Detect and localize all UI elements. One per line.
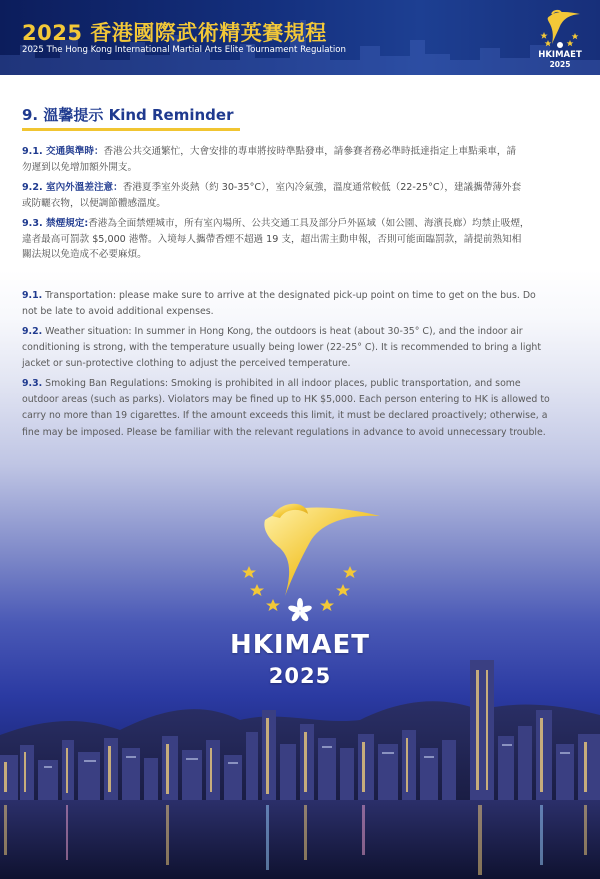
cn-item-label: 9.3. 禁煙規定:	[22, 218, 89, 229]
cn-item-text: 香港為全面禁煙城市，所有室內場所、公共交通工具及部分戶外區域（如公園、海濱長廊）均禁止吸煙，	[88, 218, 530, 229]
en-item-text: not be late to avoid additional expenses.	[22, 306, 214, 318]
cn-item-text: 香港公共交通繁忙，大會安排的專車將按時準點發車，請參賽者務必準時抵達指定上車點乘車，請	[103, 146, 517, 157]
cn-item-text: 關法規以免造成不必要麻煩。	[22, 249, 147, 260]
en-item-text: Transportation: please make sure to arrive at the designated pick-up point on time to get on the bus. Do	[42, 290, 536, 301]
en-item-text: fine may be imposed. Please be familiar with the relevant regulations in advance to avoid unnecessary trouble.	[22, 426, 546, 438]
hkimaet-emblem-icon	[530, 6, 590, 50]
header-logo-name: HKIMAET	[538, 50, 582, 60]
section-heading-text: 9. 溫馨提示 Kind Reminder	[22, 106, 234, 124]
en-item-text: Weather situation: In summer in Hong Kong, the outdoors is heat (about 30-35° C), and the indoor air	[42, 326, 523, 337]
en-item-label: 9.1.	[22, 290, 43, 301]
section-heading	[22, 104, 233, 125]
cn-item-text: 違者最高可罰款 $5,000 港幣。入境每人攜帶香煙不超過 19 支，超出需主動申報，否則可能面臨罰款，請提前熟知相	[22, 233, 522, 245]
cn-item-text: 勿遲到以免增加額外開支。	[22, 161, 138, 173]
emblem-year: 2025	[268, 664, 332, 688]
en-item-smoking	[22, 376, 582, 441]
en-item-text: outdoor areas (such as parks). Violators may be fined up to HK $5,000. Each person entering to HK is allowed to	[22, 394, 550, 406]
cn-item-transport	[22, 144, 574, 175]
hong-kong-skyline-graphic	[0, 640, 600, 879]
header-logo	[530, 6, 590, 70]
cn-item-weather	[22, 180, 574, 211]
cn-item-label: 9.1. 交通與準時：	[22, 146, 104, 157]
cn-item-smoking	[22, 216, 574, 263]
emblem-name: HKIMAET	[229, 630, 371, 660]
header-banner	[0, 0, 600, 75]
hkimaet-swirl-icon	[0, 500, 600, 625]
en-item-text: jacket or sun-protective clothing to adjust the perceived temperature.	[22, 358, 351, 370]
cn-item-label: 9.2. 室內外溫差注意：	[22, 182, 123, 193]
cn-item-text: 香港夏季室外炎熱（約 30-35°C），室內冷氣強，溫度通常較低（22-25°C），建議攜帶薄外套	[122, 182, 522, 193]
hkimaet-emblem	[0, 500, 600, 688]
en-item-text: Smoking Ban Regulations: Smoking is prohibited in all indoor places, public transportation, and some	[42, 378, 521, 389]
cn-item-text: 或防曬衣物，以便調節體感溫度。	[22, 197, 166, 209]
en-item-text: carry no more than 19 cigarettes. If the amount exceeds this limit, it must be declared proactively; otherwise, a	[22, 410, 548, 422]
en-item-weather	[22, 324, 582, 373]
page-subtitle: 2025 The Hong Kong International Martial Arts Elite Tournament Regulation	[22, 45, 346, 55]
en-item-label: 9.2.	[22, 326, 43, 337]
page-title: 2025 香港國際武術精英賽規程	[22, 21, 327, 45]
en-item-text: conditioning is strong, with the temperature usually being lower (22-25° C). It is recommended to bring a light	[22, 342, 542, 354]
heading-underline	[22, 128, 240, 131]
en-item-label: 9.3.	[22, 378, 43, 389]
en-item-transport	[22, 288, 582, 320]
header-logo-year: 2025	[549, 60, 571, 69]
